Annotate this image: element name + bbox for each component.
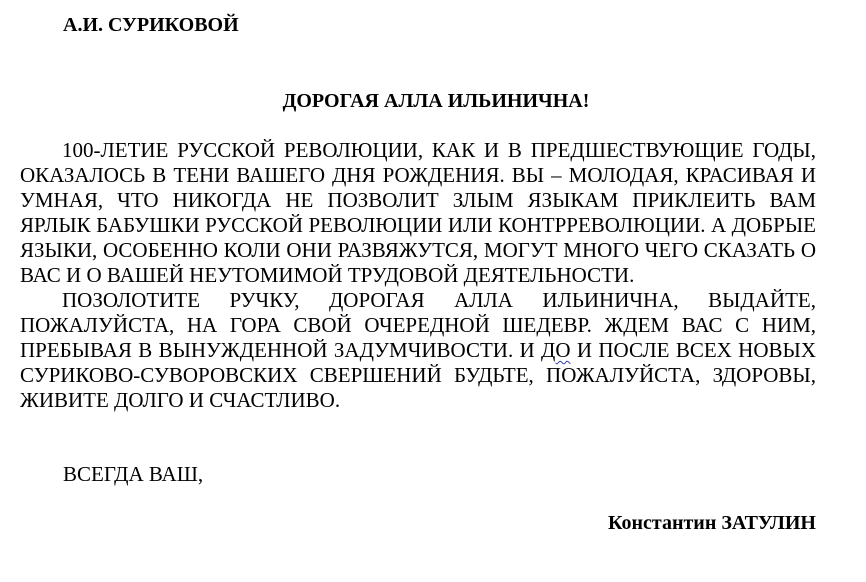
paragraph-2-text-before: ПОЗОЛОТИТЕ РУЧКУ, ДОРОГАЯ АЛЛА ИЛЬИНИЧНА, ВЫДАЙТЕ, ПОЖАЛУЙСТА, НА ГОРА СВОЙ ОЧЕРЕДНОЙ ШЕДЕВР. ЖДЕМ ВАС С НИМ, ПРЕБЫВАЯ В ВЫНУЖДЕННОЙ ЗАДУМЧИВОСТИ. И (20, 288, 816, 362)
spellcheck-flagged-word[interactable]: ДО (541, 338, 571, 362)
closing: ВСЕГДА ВАШ, (63, 462, 204, 486)
salutation: ДОРОГАЯ АЛЛА ИЛЬИНИЧНА! (282, 90, 590, 112)
paragraph-2 (20, 288, 816, 413)
letter-body (20, 138, 816, 413)
paragraph-1: 100-ЛЕТИЕ РУССКОЙ РЕВОЛЮЦИИ, КАК И В ПРЕДШЕСТВУЮЩИЕ ГОДЫ, ОКАЗАЛОСЬ В ТЕНИ ВАШЕГО ДНЯ РОЖДЕНИЯ. ВЫ – МОЛОДАЯ, КРАСИВАЯ И УМНАЯ, ЧТО НИКОГДА НЕ ПОЗВОЛИТ ЗЛЫМ ЯЗЫКАМ ПРИКЛЕИТЬ ВАМ ЯРЛЫК БАБУШКИ РУССКОЙ РЕВОЛЮЦИИ ИЛИ КОНТРРЕВОЛЮЦИИ. А ДОБРЫЕ ЯЗЫКИ, ОСОБЕННО КОЛИ ОНИ РАЗВЯЖУТСЯ, МОГУТ МНОГО ЧЕГО СКАЗАТЬ О ВАС И О ВАШЕЙ НЕУТОМИМОЙ ТРУДОВОЙ ДЕЯТЕЛЬНОСТИ. (20, 138, 816, 287)
signature: Константин ЗАТУЛИН (607, 512, 816, 534)
paragraph-2-text-after: И ПОСЛЕ ВСЕХ НОВЫХ СУРИКОВО-СУВОРОВСКИХ СВЕРШЕНИЙ БУДЬТЕ, ПОЖАЛУЙСТА, ЗДОРОВЫ, ЖИВИТЕ ДОЛГО И СЧАСТЛИВО. (20, 338, 816, 412)
addressee: А.И. СУРИКОВОЙ (63, 14, 239, 36)
